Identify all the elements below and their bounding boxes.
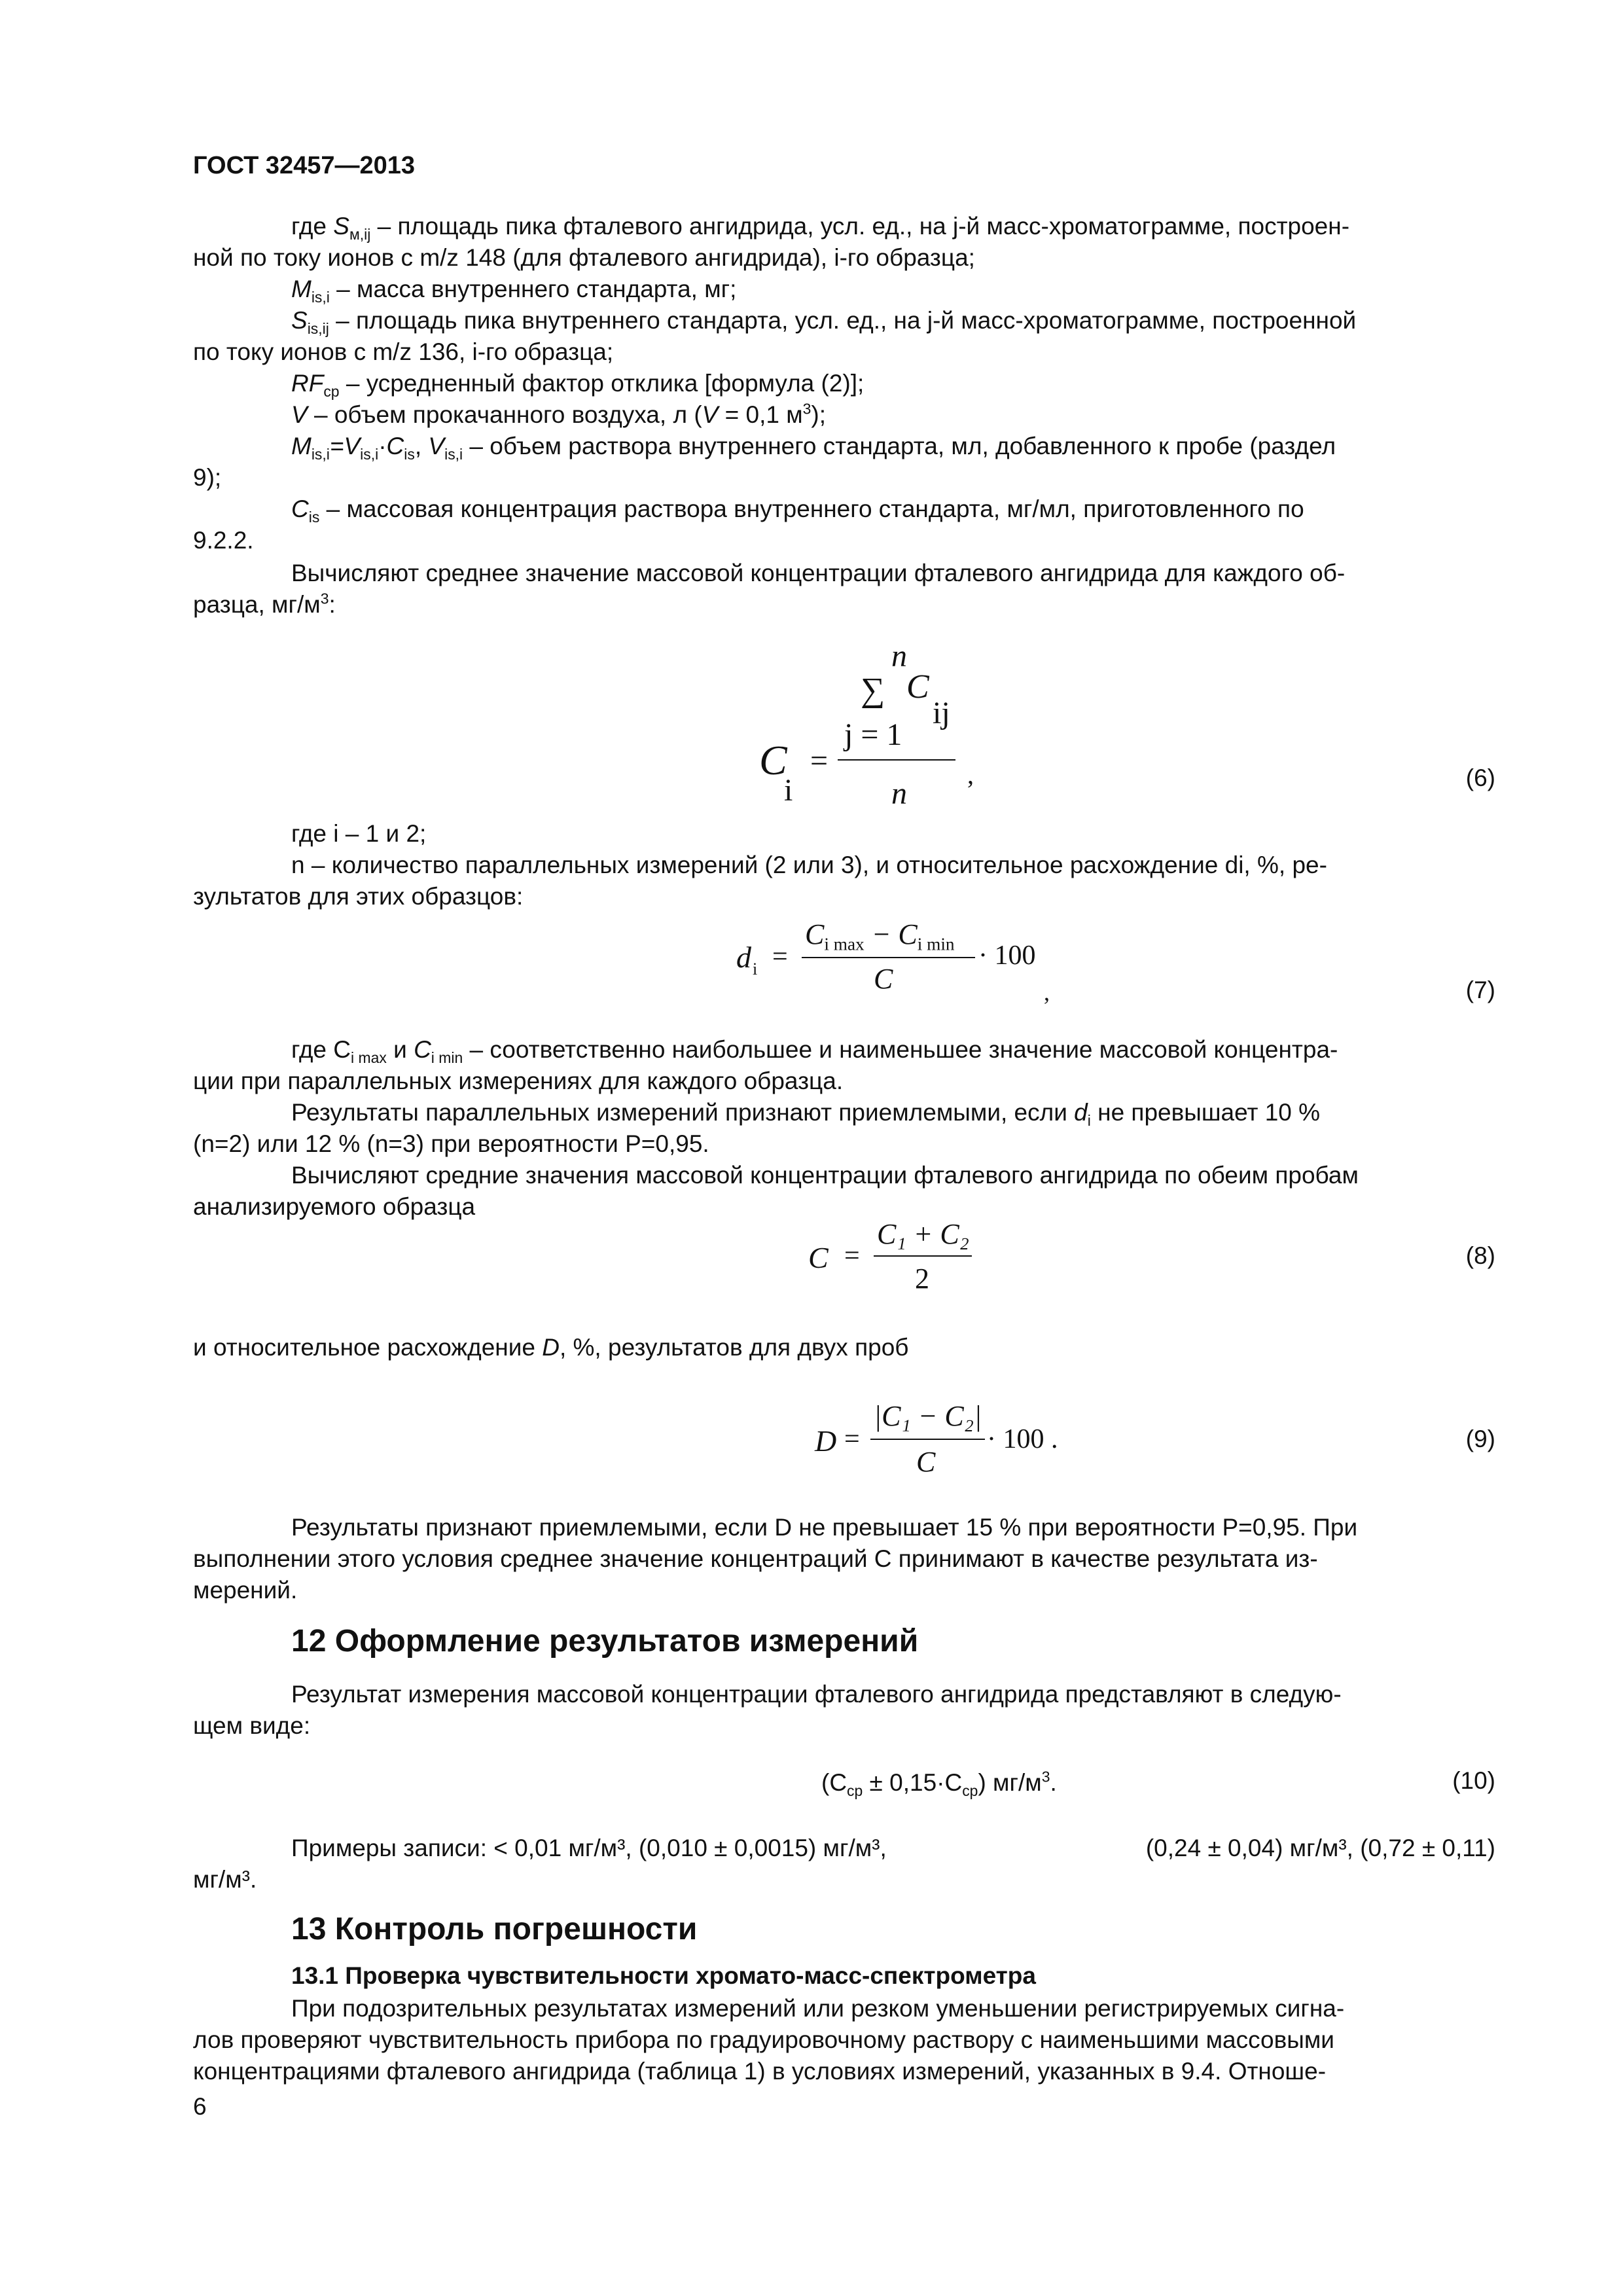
examples-right: (0,24 ± 0,04) мг/м³, (0,72 ± 0,11) [1145, 1835, 1495, 1861]
symbol: RF [291, 370, 324, 397]
accept-final-cont: выполнении этого условия среднее значение концентраций C принимают в качестве результата из- [193, 1545, 1318, 1572]
text: и относительное расхождение [193, 1334, 543, 1361]
symbol: − C [864, 918, 918, 950]
symbol: d [1074, 1099, 1088, 1126]
symbol: M [291, 276, 312, 302]
definition-cis-cont: 9.2.2. [193, 527, 254, 554]
eq9-numerator: |C₁ − C₂| [874, 1400, 982, 1432]
symbol: M [291, 433, 312, 459]
subscript: ср [962, 1782, 978, 1800]
text: разца, мг/м [193, 591, 321, 618]
eq6-sigma: ∑ [861, 672, 885, 709]
eq6-n-bottom: n [891, 776, 907, 811]
eq6-i: i [784, 773, 793, 808]
eq8-denominator: 2 [915, 1263, 929, 1295]
subscript: is,i [311, 446, 330, 463]
text: (C [821, 1769, 847, 1796]
eq6-number: (6) [1465, 764, 1495, 791]
para-mean: Вычисляют среднее значение массовой концентрации фталевого ангидрида для каждого об- [291, 560, 1346, 586]
eq9-fraction-bar [870, 1439, 985, 1440]
symbol: =V [329, 433, 361, 459]
text: – массовая концентрация раствора внутреннего стандарта, мг/мл, приготовленного по [319, 495, 1304, 522]
text: , %, результатов для двух проб [559, 1334, 909, 1361]
subsection-13-1-heading: 13.1 Проверка чувствительности хромато-масс-спектрометра [291, 1962, 1036, 1989]
section-13-heading: 13 Контроль погрешности [291, 1912, 698, 1946]
subscript: is,i [311, 289, 330, 306]
text: – объем прокачанного воздуха, л ( [307, 401, 702, 428]
text: – площадь пика фталевого ангидрида, усл. ед., на j-й масс-хроматограмме, построен- [370, 213, 1350, 240]
eq7-eq: = [772, 942, 788, 972]
symbol: V [428, 433, 445, 459]
para-13-1: При подозрительных результатах измерений или резком уменьшении регистрируемых сигна- [291, 1995, 1345, 2022]
subscript: is [404, 446, 415, 463]
text: где [291, 213, 334, 240]
superscript: 3 [802, 400, 812, 418]
eq6-n-top: n [891, 639, 907, 673]
symbol: C [386, 433, 404, 459]
page-number: 6 [193, 2093, 207, 2120]
document-header: ГОСТ 32457—2013 [193, 152, 416, 179]
subscript: ср [323, 383, 340, 401]
subscript: i max [824, 934, 865, 954]
subscript: i min [431, 1049, 463, 1067]
subscript: is [308, 509, 320, 526]
text: . [1050, 1769, 1057, 1796]
subscript: i min [917, 934, 955, 954]
eq6-ij: ij [933, 696, 950, 730]
subscript: is,i [360, 446, 379, 463]
text: – масса внутреннего стандарта, мг; [329, 276, 737, 302]
text: – соответственно наибольшее и наименьшее значение массовой концентра- [463, 1036, 1338, 1063]
eq6-eq: = [810, 744, 829, 778]
eq9-d: D [815, 1424, 837, 1458]
superscript: 3 [320, 590, 329, 607]
rel-d [193, 1332, 908, 1363]
text: не превышает 10 % [1090, 1099, 1321, 1126]
mean-both: Вычисляют средние значения массовой концентрации фталевого ангидрида по обеим пробам [291, 1162, 1359, 1189]
subscript: м,ij [349, 226, 371, 243]
symbol: V [291, 401, 308, 428]
eq8-c: C [808, 1241, 829, 1274]
definition-mv-cont: 9); [193, 464, 222, 491]
subscript: i [1087, 1112, 1091, 1130]
eq7-comma: , [1044, 979, 1050, 1005]
definition-sis [193, 305, 1495, 336]
accept-parallel [193, 1097, 1495, 1128]
symbol: C [414, 1036, 431, 1063]
subscript: ср [847, 1782, 863, 1800]
definition-v [291, 399, 826, 431]
text: ) мг/м [978, 1769, 1042, 1796]
para-mean-cont [193, 589, 336, 620]
examples: Примеры записи: < 0,01 мг/м³, (0,010 ± 0,0015) мг/м³, [291, 1835, 887, 1861]
text: = 0,1 м [718, 401, 803, 428]
symbol: C [805, 918, 825, 950]
para-13-1-cont: лов проверяют чувствительность прибора по градуировочному раствору с наименьшими массовыми [193, 2026, 1334, 2053]
text: : [329, 591, 336, 618]
eq6-ci: C [759, 737, 787, 783]
definition-m [291, 274, 736, 305]
definition-s [193, 211, 1495, 242]
eq7-fraction-bar [802, 957, 975, 958]
where-c-cont: ции при параллельных измерениях для каждого образца. [193, 1067, 844, 1094]
result-format: Результат измерения массовой концентрации фталевого ангидрида представляют в следую- [291, 1681, 1342, 1708]
accept-final: Результаты признают приемлемыми, если D не превышает 15 % при вероятности P=0,95. При [291, 1514, 1358, 1541]
where-i: где i – 1 и 2; [291, 820, 427, 847]
symbol: V [702, 401, 719, 428]
eq6-c: C [906, 668, 929, 706]
eq7-number: (7) [1465, 977, 1495, 1003]
text: – усредненный фактор отклика [формула (2)]; [339, 370, 865, 397]
text: Результаты параллельных измерений признают приемлемыми, если [291, 1099, 1075, 1126]
eq9-number: (9) [1465, 1426, 1495, 1452]
definition-mv [193, 431, 1495, 462]
eq7-d: d [736, 941, 751, 974]
symbol: D [542, 1334, 560, 1361]
eq9-multiplier: · 100 . [987, 1424, 1058, 1454]
where-c [193, 1034, 1495, 1066]
subscript: is,i [444, 446, 463, 463]
text: – площадь пика внутреннего стандарта, усл. ед., на j-й масс-хроматограмме, построенной [329, 307, 1357, 334]
eq8-fraction-bar [874, 1255, 972, 1257]
eq9-denominator: C [916, 1446, 936, 1478]
text: и [386, 1036, 414, 1063]
eq8-numerator: C₁ + C₂ [877, 1218, 969, 1250]
equation-10 [821, 1767, 1057, 1799]
text: , [414, 433, 429, 459]
examples-cont: мг/м³. [193, 1866, 257, 1893]
eq9-eq: = [844, 1424, 860, 1454]
eq10-number: (10) [1452, 1767, 1495, 1794]
result-format-cont: щем виде: [193, 1712, 311, 1739]
section-12-heading: 12 Оформление результатов измерений [291, 1624, 919, 1659]
eq6-j1: j = 1 [844, 717, 902, 752]
subscript: i max [351, 1049, 387, 1067]
definition-cis [193, 493, 1495, 525]
text: ); [811, 401, 827, 428]
n-definition-cont: зультатов для этих образцов: [193, 883, 524, 910]
eq7-numerator [805, 918, 955, 954]
eq7-denominator: C [874, 963, 893, 995]
eq6-comma: , [967, 760, 974, 789]
eq7-i: i [753, 960, 758, 978]
definition-s-cont: ной по току ионов с m/z 148 (для фталевого ангидрида), i-го образца; [193, 244, 975, 271]
superscript: 3 [1041, 1768, 1050, 1785]
definition-rf [291, 368, 864, 399]
para-13-1-end: концентрациями фталевого ангидрида (таблица 1) в условиях измерений, указанных в 9.4. Отноше- [193, 2058, 1327, 2085]
eq8-eq: = [844, 1241, 860, 1271]
definition-sis-cont: по току ионов с m/z 136, i-го образца; [193, 338, 614, 365]
text: ± 0,15·C [863, 1769, 963, 1796]
text: где C [291, 1036, 351, 1063]
symbol: S [291, 307, 308, 334]
eq6-fraction-bar [838, 759, 955, 761]
text: · [378, 433, 387, 459]
symbol: C [291, 495, 309, 522]
text: – объем раствора внутреннего стандарта, мл, добавленного к пробе (раздел [463, 433, 1336, 459]
eq7-multiplier: · 100 [978, 941, 1036, 971]
symbol: S [333, 213, 349, 240]
subscript: is,ij [307, 320, 329, 338]
n-definition: n – количество параллельных измерений (2 или 3), и относительное расхождение di, %, ре- [291, 852, 1327, 878]
accept-parallel-cont: (n=2) или 12 % (n=3) при вероятности P=0,95. [193, 1130, 709, 1157]
accept-final-end: мерений. [193, 1577, 298, 1604]
eq8-number: (8) [1465, 1242, 1495, 1269]
mean-both-cont: анализируемого образца [193, 1193, 476, 1220]
